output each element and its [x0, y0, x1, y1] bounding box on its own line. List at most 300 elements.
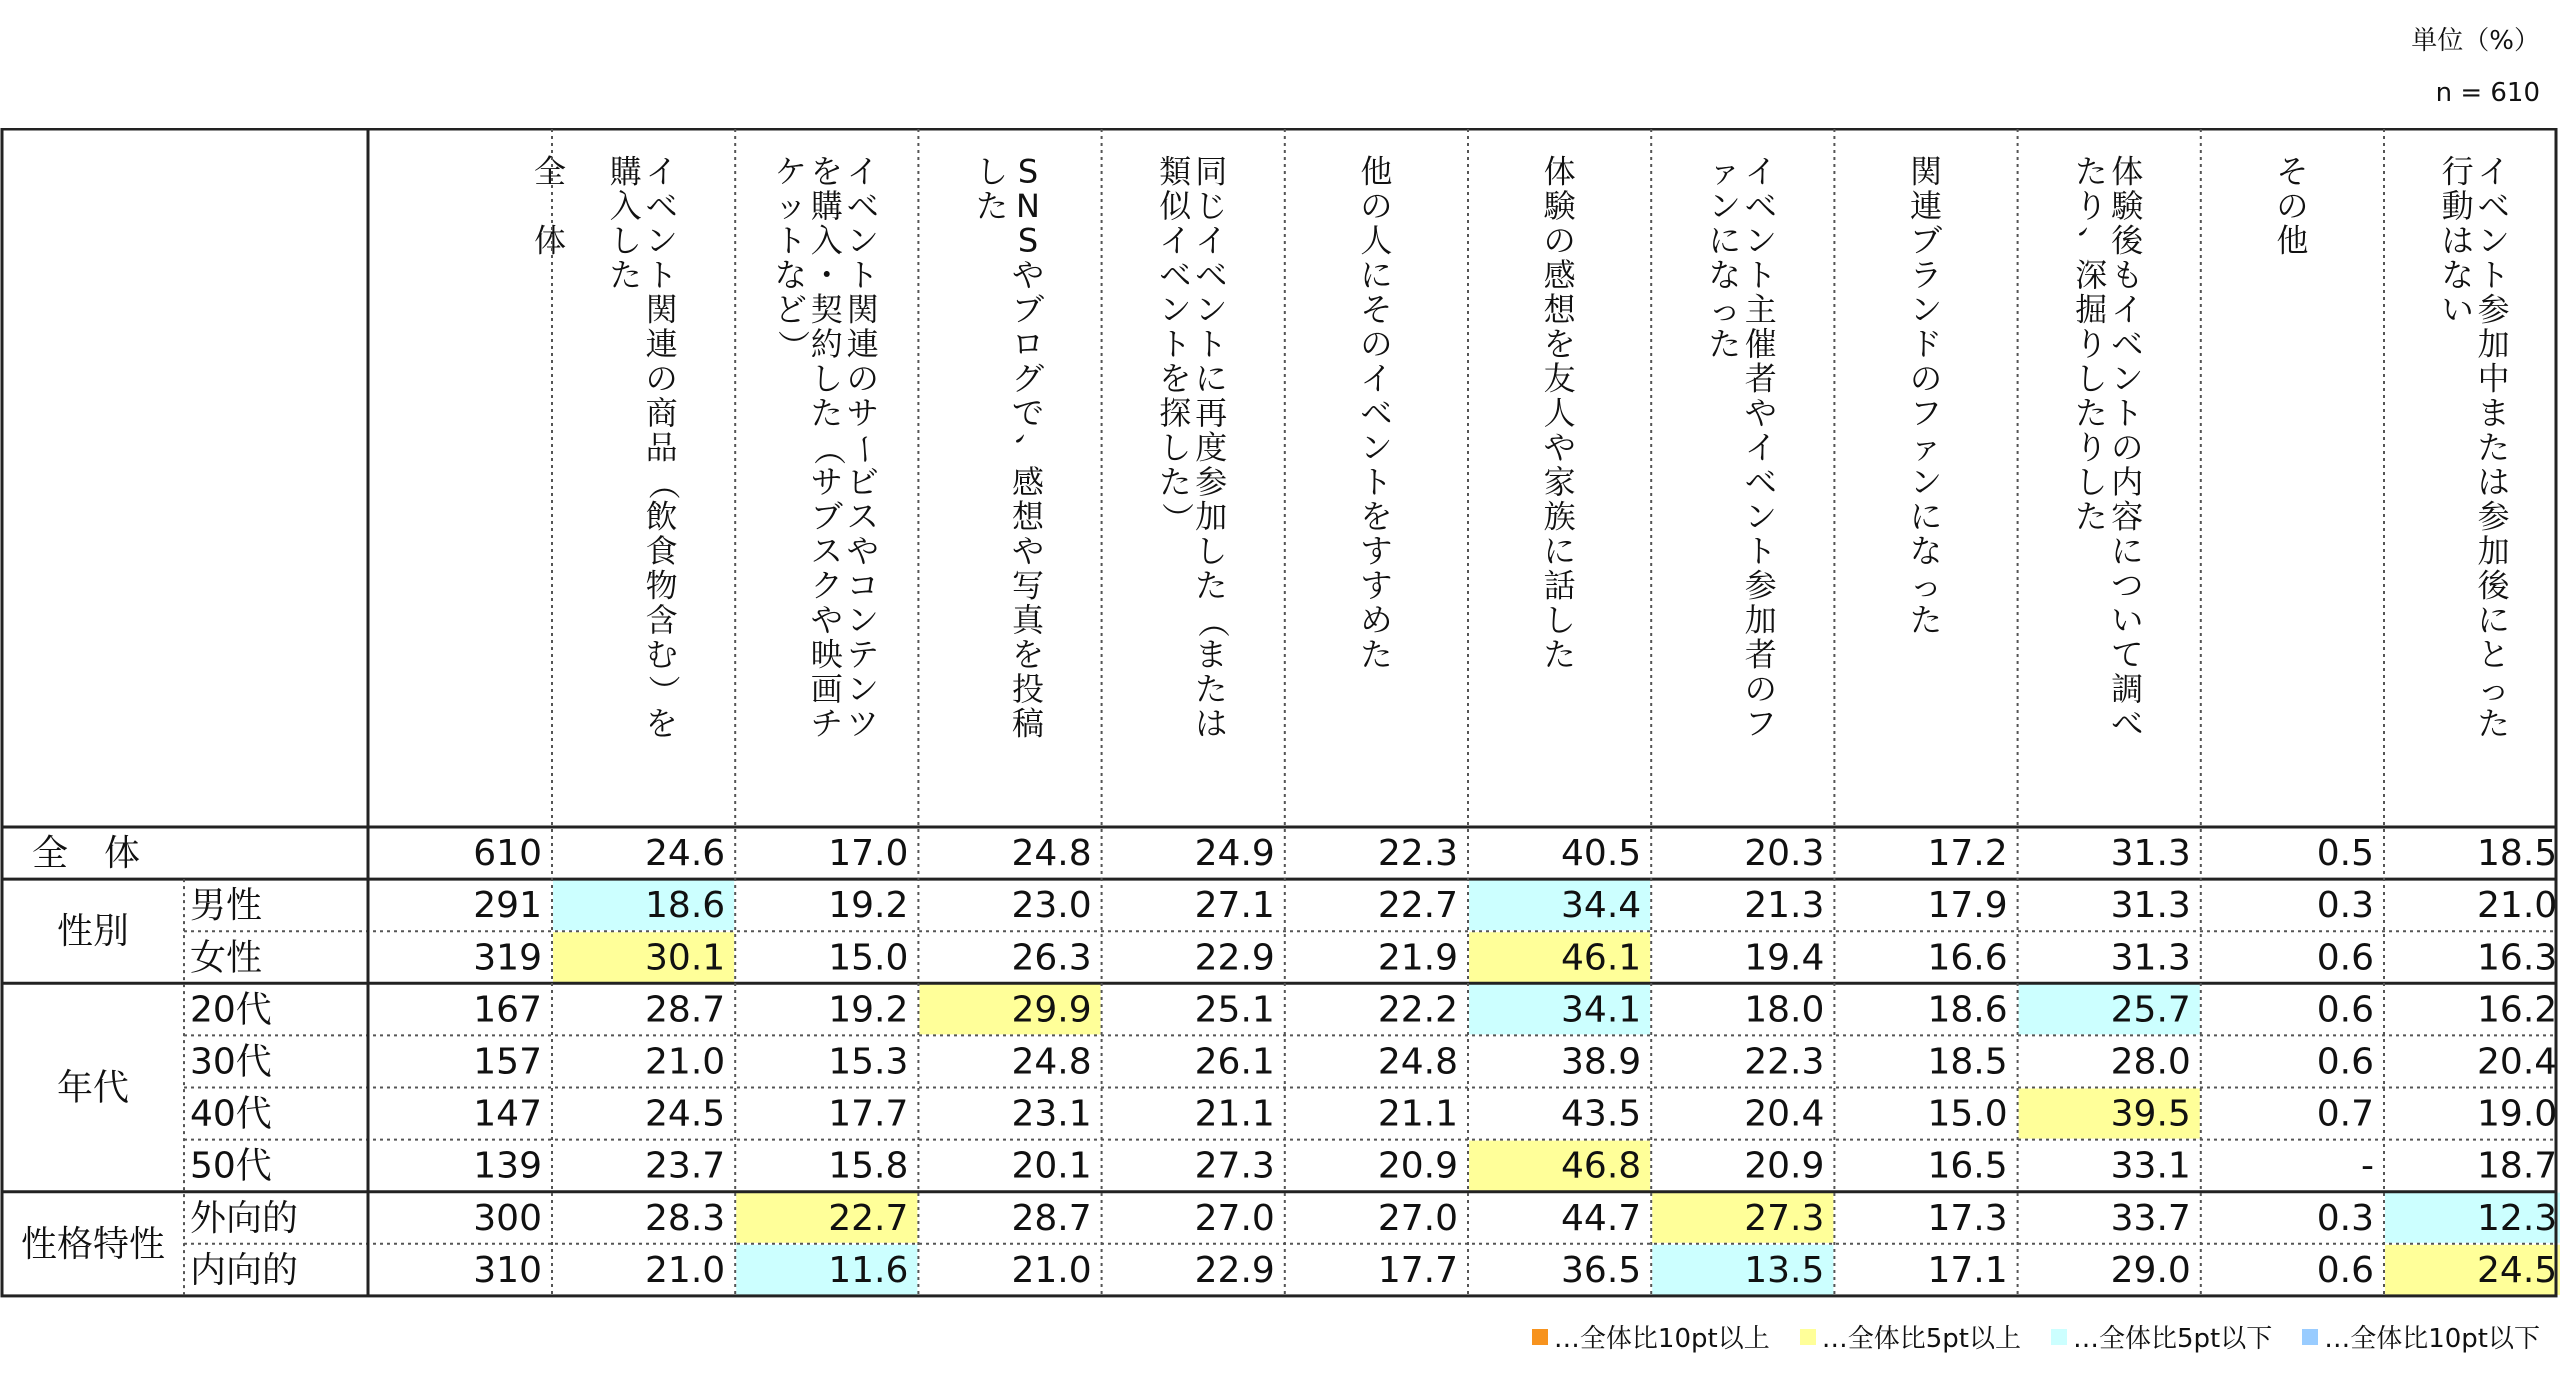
crosstab-table: [0, 128, 2560, 1298]
header-char: 真: [1011, 600, 1045, 639]
value-cell: -: [2361, 1145, 2374, 1187]
header-char: に: [1543, 531, 1576, 570]
header-char: 全: [533, 152, 567, 191]
header-char: の: [846, 359, 879, 398]
header-char: ト: [1744, 255, 1777, 294]
header-char: テ: [846, 635, 879, 674]
header-char: 入: [609, 186, 642, 225]
value-cell: 27.3: [1744, 1197, 1825, 1239]
header-char: ン: [846, 600, 879, 639]
header-char: ト: [846, 255, 879, 294]
value-cell: 0.3: [2316, 885, 2374, 927]
header-char: ツ: [846, 704, 879, 743]
value-cell: 17.0: [828, 833, 909, 875]
header-char: 連: [846, 324, 879, 363]
value-cell: 16.5: [1927, 1145, 2008, 1187]
row-label: 内向的: [190, 1249, 299, 1291]
group-label: 年代: [56, 1067, 130, 1109]
value-cell: 40.5: [1561, 833, 1642, 875]
header-char: ベ: [645, 186, 678, 225]
header-char: ブ: [1909, 221, 1943, 260]
header-char: ス: [810, 531, 843, 570]
header-char: と: [2477, 635, 2510, 674]
header-char: ベ: [846, 186, 879, 225]
header-char: っ: [1708, 290, 1741, 329]
header-char: ト: [1159, 324, 1192, 363]
header-char: の: [1909, 359, 1943, 398]
header-char: や: [1744, 393, 1777, 432]
header-char: 似: [1159, 186, 1192, 225]
header-char: で: [1011, 393, 1045, 432]
value-cell: 27.0: [1194, 1197, 1275, 1239]
header-char: し: [1159, 428, 1192, 467]
header-char: し: [1195, 531, 1228, 570]
header-char: ン: [1195, 290, 1228, 329]
value-cell: 16.2: [2477, 989, 2558, 1031]
legend-item-down10: [2302, 1318, 2540, 1355]
header-char: め: [1360, 600, 1393, 639]
header-char: イ: [1744, 428, 1777, 467]
value-cell: 18.5: [1927, 1041, 2008, 1083]
header-char: 想: [1011, 497, 1045, 536]
header-char: り: [2075, 428, 2108, 467]
value-cell: 29.9: [1011, 989, 1092, 1031]
header-char: も: [2111, 255, 2144, 294]
header-char: た: [1195, 566, 1228, 605]
header-column: [2074, 152, 2144, 742]
value-cell: 17.9: [1927, 885, 2008, 927]
header-char: N: [1016, 186, 1040, 225]
legend-swatch-down10: [2302, 1329, 2318, 1345]
value-cell: 20.1: [1011, 1145, 1092, 1187]
header-char: を: [810, 152, 843, 191]
header-char: S: [1017, 221, 1039, 260]
header-char: た: [1909, 600, 1943, 639]
header-char: ク: [810, 566, 843, 605]
value-cell: 20.4: [1744, 1093, 1825, 1135]
value-cell: 21.9: [1377, 937, 1458, 979]
value-cell: 17.7: [1377, 1249, 1458, 1291]
header-char: ビ: [846, 462, 879, 501]
header-char: ・: [810, 255, 843, 294]
header-char: （: [809, 433, 848, 466]
value-cell: 20.3: [1744, 833, 1825, 875]
row-label: 30代: [190, 1041, 272, 1083]
group-label-total: 全 体: [32, 833, 141, 875]
row-n: 610: [473, 833, 542, 875]
value-cell: 33.1: [2110, 1145, 2191, 1187]
value-cell: 24.8: [1011, 1041, 1092, 1083]
header-char: た: [1195, 669, 1228, 708]
header-char: た: [1159, 462, 1192, 501]
header-char: 動: [2441, 186, 2474, 225]
header-char: 行: [2441, 152, 2474, 191]
row-label: 20代: [190, 989, 272, 1031]
header-char: 再: [1195, 393, 1228, 432]
header-char: 中: [2477, 359, 2510, 398]
header-char: 含: [645, 600, 678, 639]
value-cell: 17.1: [1927, 1249, 2008, 1291]
header-char: の: [1744, 669, 1777, 708]
header-char: 約: [810, 324, 843, 363]
value-cell: 21.1: [1377, 1093, 1458, 1135]
header-char: ン: [2111, 359, 2144, 398]
value-cell: 12.3: [2477, 1197, 2558, 1239]
value-cell: 28.7: [1011, 1197, 1092, 1239]
value-cell: 43.5: [1561, 1093, 1642, 1135]
header-char: 体: [1543, 152, 1576, 191]
header-char: 催: [1744, 324, 1777, 363]
legend: [1532, 1318, 2540, 1355]
header-char: ト: [774, 221, 807, 260]
header-char: た: [2075, 497, 2108, 536]
header-char: な: [1909, 531, 1943, 570]
header-char: 稿: [1011, 704, 1045, 743]
legend-swatch-up10: [1532, 1329, 1548, 1345]
header-column: [2276, 152, 2308, 259]
value-cell: 0.5: [2316, 833, 2374, 875]
value-cell: 28.3: [645, 1197, 726, 1239]
header-char: な: [2441, 255, 2474, 294]
value-cell: 20.9: [1377, 1145, 1458, 1187]
value-cell: 24.8: [1011, 833, 1092, 875]
header-char: 関: [1909, 152, 1943, 191]
value-cell: 21.3: [1744, 885, 1825, 927]
header-char: ブ: [1011, 290, 1045, 329]
value-cell: 15.0: [1927, 1093, 2008, 1135]
header-char: や: [846, 531, 879, 570]
value-cell: 18.7: [2477, 1145, 2558, 1187]
header-column: [1709, 152, 1777, 742]
row-label: 女性: [190, 937, 263, 979]
row-n: 139: [473, 1145, 542, 1187]
header-char: ト: [2477, 255, 2510, 294]
header-char: た: [2075, 393, 2108, 432]
value-cell: 39.5: [2110, 1093, 2191, 1135]
header-char: ン: [1360, 428, 1393, 467]
header-column: [1360, 152, 1392, 673]
header-char: は: [2477, 462, 2510, 501]
header-char: 連: [1909, 186, 1943, 225]
header-char: 感: [1543, 255, 1576, 294]
header-char: 深: [2075, 255, 2108, 294]
header-char: サ: [810, 462, 843, 501]
value-cell: 44.7: [1561, 1197, 1642, 1239]
header-char: ド: [1909, 324, 1943, 363]
value-cell: 22.9: [1194, 937, 1275, 979]
header-char: 同: [1195, 152, 1228, 191]
header-char: 関: [846, 290, 879, 329]
header-char: ン: [2477, 221, 2510, 260]
header-char: ン: [645, 221, 678, 260]
value-cell: 46.8: [1561, 1145, 1642, 1187]
header-char: っ: [1909, 566, 1943, 605]
header-char: 品: [645, 428, 678, 467]
header-char: 家: [1543, 462, 1576, 501]
value-cell: 36.5: [1561, 1249, 1642, 1291]
header-char: た: [1360, 635, 1393, 674]
header-column: [1158, 152, 1232, 742]
header-char: す: [1360, 566, 1393, 605]
header-char: 参: [2477, 290, 2510, 329]
value-cell: 19.2: [828, 989, 909, 1031]
header-char: た: [975, 186, 1009, 225]
header-char: た: [1708, 324, 1741, 363]
header-char: ン: [1159, 290, 1192, 329]
header-char: コ: [846, 566, 879, 605]
unit-label: 単位（%）: [2411, 26, 2540, 56]
header-char: ベ: [1159, 255, 1192, 294]
legend-swatch-up5: [1800, 1329, 1816, 1345]
header-char: 主: [1744, 290, 1777, 329]
header-char: イ: [1159, 221, 1192, 260]
value-cell: 21.0: [1011, 1249, 1092, 1291]
header-char: 、: [2074, 226, 2113, 259]
header-char: を: [1159, 359, 1192, 398]
header-char: し: [2075, 359, 2108, 398]
row-n: 157: [473, 1041, 542, 1083]
header-char: チ: [810, 704, 843, 743]
header-char: に: [1708, 221, 1741, 260]
value-cell: 19.4: [1744, 937, 1825, 979]
value-cell: 19.0: [2477, 1093, 2558, 1135]
header-char: 商: [645, 393, 678, 432]
value-cell: 0.3: [2316, 1197, 2374, 1239]
header-char: て: [2111, 635, 2144, 674]
header-char: 体: [2111, 152, 2144, 191]
value-cell: 21.0: [2477, 885, 2558, 927]
value-cell: 23.7: [645, 1145, 726, 1187]
header-char: ブ: [810, 497, 843, 536]
header-char: し: [2075, 462, 2108, 501]
legend-item-down5: [2051, 1318, 2272, 1355]
header-char: ）: [1158, 502, 1197, 535]
header-char: 食: [645, 531, 678, 570]
header-char: フ: [1744, 704, 1777, 743]
header-char: [534, 187, 566, 225]
header-char: に: [1195, 359, 1228, 398]
header-char: た: [609, 255, 642, 294]
header-char: や: [1011, 531, 1045, 570]
header-char: ロ: [1011, 324, 1045, 363]
header-char: 話: [1543, 566, 1576, 605]
row-n: 147: [473, 1093, 542, 1135]
header-char: い: [2441, 290, 2474, 329]
value-cell: 19.2: [828, 885, 909, 927]
value-cell: 17.3: [1927, 1197, 2008, 1239]
header-char: ト: [1360, 462, 1393, 501]
header-char: 友: [1543, 359, 1576, 398]
header-char: い: [2111, 600, 2144, 639]
header-char: 購: [609, 152, 642, 191]
header-char: ベ: [2111, 324, 2144, 363]
header-char: ベ: [1744, 186, 1777, 225]
header-char: ベ: [1360, 393, 1393, 432]
header-char: イ: [2477, 152, 2510, 191]
header-char: 調: [2111, 669, 2144, 708]
header-char: 者: [1744, 635, 1777, 674]
value-cell: 46.1: [1561, 937, 1642, 979]
row-label: 男性: [190, 885, 263, 927]
value-cell: 27.3: [1194, 1145, 1275, 1187]
value-cell: 15.3: [828, 1041, 909, 1083]
value-cell: 21.0: [645, 1041, 726, 1083]
header-char: た: [810, 393, 843, 432]
header-char: は: [2441, 221, 2474, 260]
value-cell: 18.0: [1744, 989, 1825, 1031]
value-cell: 28.7: [645, 989, 726, 1031]
header-char: ァ: [1909, 428, 1943, 467]
row-n: 310: [473, 1249, 542, 1291]
header-char: は: [1195, 704, 1228, 743]
row-label: 40代: [190, 1093, 272, 1135]
header-char: 内: [2111, 462, 2144, 501]
value-cell: 25.7: [2110, 989, 2191, 1031]
header-char: し: [975, 152, 1009, 191]
header-char: を: [645, 704, 678, 743]
legend-item-up10: [1532, 1318, 1770, 1355]
header-char: た: [1543, 635, 1576, 674]
header-char: イ: [1360, 359, 1393, 398]
header-char: グ: [1011, 359, 1045, 398]
header-column: [774, 152, 884, 742]
header-char: や: [810, 600, 843, 639]
header-char: ン: [1909, 290, 1943, 329]
value-cell: 18.6: [1927, 989, 2008, 1031]
header-char: ト: [2111, 393, 2144, 432]
header-char: ァ: [1708, 152, 1741, 191]
header-char: 物: [645, 566, 678, 605]
value-cell: 28.0: [2110, 1041, 2191, 1083]
header-char: 他: [1360, 152, 1393, 191]
value-cell: 23.0: [1011, 885, 1092, 927]
header-char: ン: [846, 221, 879, 260]
header-char: ス: [846, 497, 879, 536]
value-cell: 24.9: [1194, 833, 1275, 875]
header-char: 験: [1543, 186, 1576, 225]
value-cell: 26.3: [1011, 937, 1092, 979]
header-char: ト: [1744, 531, 1777, 570]
header-char: の: [2111, 428, 2144, 467]
header-char: ッ: [774, 186, 807, 225]
header-char: た: [2477, 704, 2510, 743]
header-char: フ: [1909, 393, 1943, 432]
header-char: ）: [773, 329, 812, 362]
header-char: な: [1708, 255, 1741, 294]
header-char: し: [1543, 600, 1576, 639]
header-char: そ: [2276, 152, 2309, 191]
header-char: そ: [1360, 290, 1393, 329]
header-char: 加: [1195, 497, 1228, 536]
header-char: 人: [1360, 221, 1393, 260]
value-cell: 22.9: [1194, 1249, 1275, 1291]
header-char: ベ: [2477, 186, 2510, 225]
header-char: の: [645, 359, 678, 398]
row-label: 外向的: [190, 1197, 299, 1239]
header-char: 購: [810, 186, 843, 225]
header-char: 投: [1011, 669, 1045, 708]
header-char: ラ: [1909, 255, 1943, 294]
header-char: 容: [2111, 497, 2144, 536]
value-cell: 0.6: [2316, 1041, 2374, 1083]
header-char: に: [2477, 600, 2510, 639]
value-cell: 31.3: [2110, 937, 2191, 979]
header-char: ン: [1909, 462, 1943, 501]
row-n: 300: [473, 1197, 542, 1239]
header-char: 後: [2477, 566, 2510, 605]
value-cell: 24.5: [645, 1093, 726, 1135]
row-n: 319: [473, 937, 542, 979]
value-cell: 15.0: [828, 937, 909, 979]
group-label: 性格特性: [20, 1223, 166, 1265]
header-char: ー: [845, 433, 884, 466]
header-char: ン: [1744, 221, 1777, 260]
header-char: た: [2477, 428, 2510, 467]
header-char: 加: [2477, 531, 2510, 570]
header-char: （: [1194, 605, 1233, 638]
header-char: ど: [774, 290, 807, 329]
row-n: 291: [473, 885, 542, 927]
value-cell: 27.0: [1377, 1197, 1458, 1239]
header-char: 写: [1011, 566, 1045, 605]
header-char: 者: [1744, 359, 1777, 398]
header-char: 加: [2477, 324, 2510, 363]
header-char: 飲: [645, 497, 678, 536]
value-cell: 34.1: [1561, 989, 1642, 1031]
header-char: 探: [1159, 393, 1192, 432]
header-char: 後: [2111, 221, 2144, 260]
value-cell: 13.5: [1744, 1249, 1825, 1291]
value-cell: 16.3: [2477, 937, 2558, 979]
header-char: 、: [1011, 433, 1049, 466]
header-char: 想: [1543, 290, 1576, 329]
header-char: を: [1360, 497, 1393, 536]
value-cell: 0.6: [2316, 989, 2374, 1031]
header-char: イ: [1195, 221, 1228, 260]
header-char: 契: [810, 290, 843, 329]
header-char: じ: [1195, 186, 1228, 225]
header-char: や: [1543, 428, 1576, 467]
value-cell: 25.1: [1194, 989, 1275, 1031]
value-cell: 18.5: [2477, 833, 2558, 875]
value-cell: 24.5: [2477, 1249, 2558, 1291]
value-cell: 30.1: [645, 937, 726, 979]
header-char: ベ: [1744, 462, 1777, 501]
header-char: つ: [2111, 566, 2144, 605]
group-label: 性別: [56, 911, 130, 953]
header-char: ま: [1195, 635, 1228, 674]
value-cell: 24.6: [645, 833, 726, 875]
header-char: た: [2075, 152, 2108, 191]
header-char: ト: [1195, 324, 1228, 363]
header-char: ト: [645, 255, 678, 294]
header-char: ）: [644, 674, 683, 707]
header-char: す: [1360, 531, 1393, 570]
value-cell: 22.3: [1377, 833, 1458, 875]
row-label: 50代: [190, 1145, 272, 1187]
value-cell: 31.3: [2110, 885, 2191, 927]
value-cell: 31.3: [2110, 833, 2191, 875]
header-char: ケ: [774, 152, 807, 191]
header-char: 加: [1744, 600, 1777, 639]
header-char: し: [609, 221, 642, 260]
value-cell: 20.9: [1744, 1145, 1825, 1187]
header-char: （: [644, 467, 683, 500]
value-cell: 22.2: [1377, 989, 1458, 1031]
header-char: ン: [846, 669, 879, 708]
header-total: [534, 152, 566, 259]
value-cell: 0.6: [2316, 937, 2374, 979]
